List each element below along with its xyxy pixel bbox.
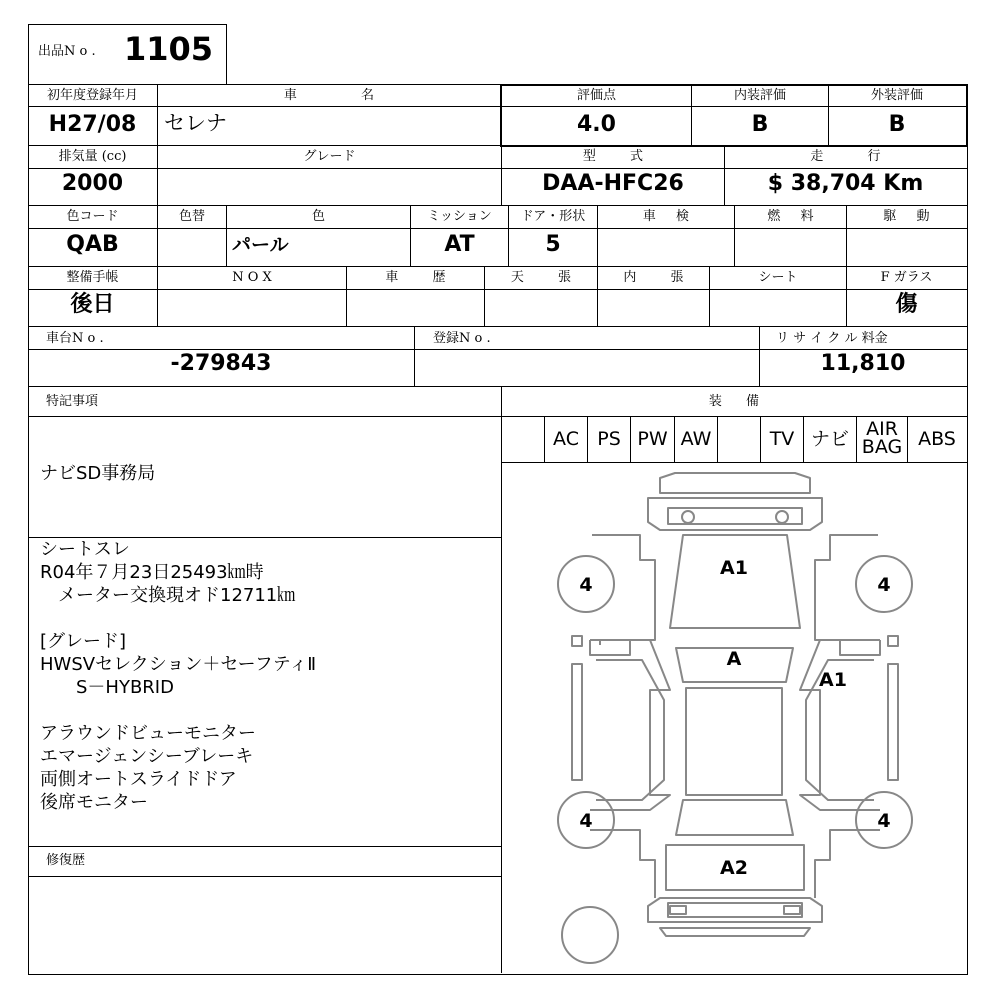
header-car-name: 車 名 (283, 88, 375, 103)
header-door-shape: ドア・形状 (520, 209, 586, 224)
color-value: パール (232, 234, 289, 256)
equipment-item-tv: TV (769, 428, 795, 450)
spare-tire (562, 907, 618, 963)
repair-history-header: 修復歴 (46, 853, 86, 868)
equipment-item-aw: AW (680, 428, 712, 450)
header-mileage: 走 行 (810, 149, 881, 164)
header-transmission: ミッション (427, 209, 492, 224)
equipment-item-pw: PW (637, 428, 668, 450)
damage-mark-windshield: A (726, 648, 742, 670)
header-nox: N O X (232, 270, 272, 285)
recycle-fee-value: 11,810 (820, 351, 906, 376)
header-front-glass: F ガラス (880, 270, 933, 285)
header-displacement: 排気量 (cc) (58, 149, 127, 164)
header-grade: グレード (303, 149, 356, 164)
header-registration-no: 登録N o . (433, 331, 491, 346)
tire-front-left-label: 4 (579, 574, 593, 596)
header-exterior-grade: 外装評価 (870, 88, 923, 103)
front-glass-value: 傷 (895, 292, 918, 317)
service-record-value: 後日 (70, 292, 115, 317)
rating-value: 4.0 (577, 112, 616, 137)
model-value: DAA-HFC26 (542, 171, 684, 196)
header-inspection: 車 検 (642, 209, 690, 224)
header-interior-trim: 内 張 (623, 270, 684, 285)
header-first-registration: 初年度登録年月 (46, 88, 138, 103)
tire-front-right-label: 4 (877, 574, 891, 596)
equipment-item-abs: ABS (918, 428, 956, 450)
car-damage-diagram (502, 463, 966, 972)
header-recycle-fee: リ サ イ ク ル 料金 (776, 331, 888, 346)
tire-rear-left-label: 4 (579, 810, 593, 832)
header-interior-grade: 内装評価 (733, 88, 786, 103)
damage-mark-rear: A2 (720, 857, 748, 879)
lot-number: 1105 (124, 30, 214, 68)
equipment-header: 装 備 (708, 394, 760, 409)
damage-mark-right-side: A1 (819, 669, 847, 691)
door-shape-value: 5 (545, 232, 561, 257)
header-rating: 評価点 (576, 88, 616, 103)
interior-grade-value: B (751, 112, 769, 137)
header-model: 型 式 (582, 149, 644, 164)
color-code-value: QAB (66, 232, 119, 257)
header-color-code: 色コード (66, 209, 119, 224)
header-history: 車 歴 (385, 270, 446, 285)
equipment-item-navi: ナビ (810, 428, 849, 450)
mileage-value: $ 38,704 Km (767, 171, 924, 196)
header-color-change: 色替 (178, 209, 205, 224)
equipment-item-ac: AC (553, 428, 579, 450)
header-seat: シート (758, 270, 798, 285)
header-headliner: 天 張 (510, 270, 572, 285)
header-service-record: 整備手帳 (66, 270, 119, 285)
damage-mark-hood: A1 (720, 557, 748, 579)
displacement-value: 2000 (61, 171, 124, 196)
equipment-item-airbag: AIR BAG (861, 418, 903, 458)
header-fuel: 燃 料 (767, 209, 814, 224)
lot-label: 出品N o . (38, 44, 96, 59)
header-color: 色 (311, 209, 325, 224)
car-name-value: セレナ (164, 111, 227, 135)
remarks-header: 特記事項 (46, 394, 99, 409)
chassis-no-value: -279843 (170, 351, 272, 376)
remarks-box-1: ナビSD事務局 (40, 463, 156, 484)
header-chassis-no: 車台N o . (46, 331, 104, 346)
transmission-value: AT (444, 232, 475, 257)
exterior-grade-value: B (888, 112, 906, 137)
equipment-item-ps: PS (597, 428, 621, 450)
header-drive: 駆 動 (883, 209, 930, 224)
remarks-box-2: シートスレ R04年７月23日25493㎞時 メーター交換現オド12711㎞ [グレード] HWSVセレクション＋セーフティⅡ S－HYBRID アラウンドビューモニター エマージェンシーブレーキ 両側オートスライドドア 後席モニター (40, 539, 317, 813)
tire-rear-right-label: 4 (877, 810, 891, 832)
first-registration-value: H27/08 (48, 112, 137, 137)
